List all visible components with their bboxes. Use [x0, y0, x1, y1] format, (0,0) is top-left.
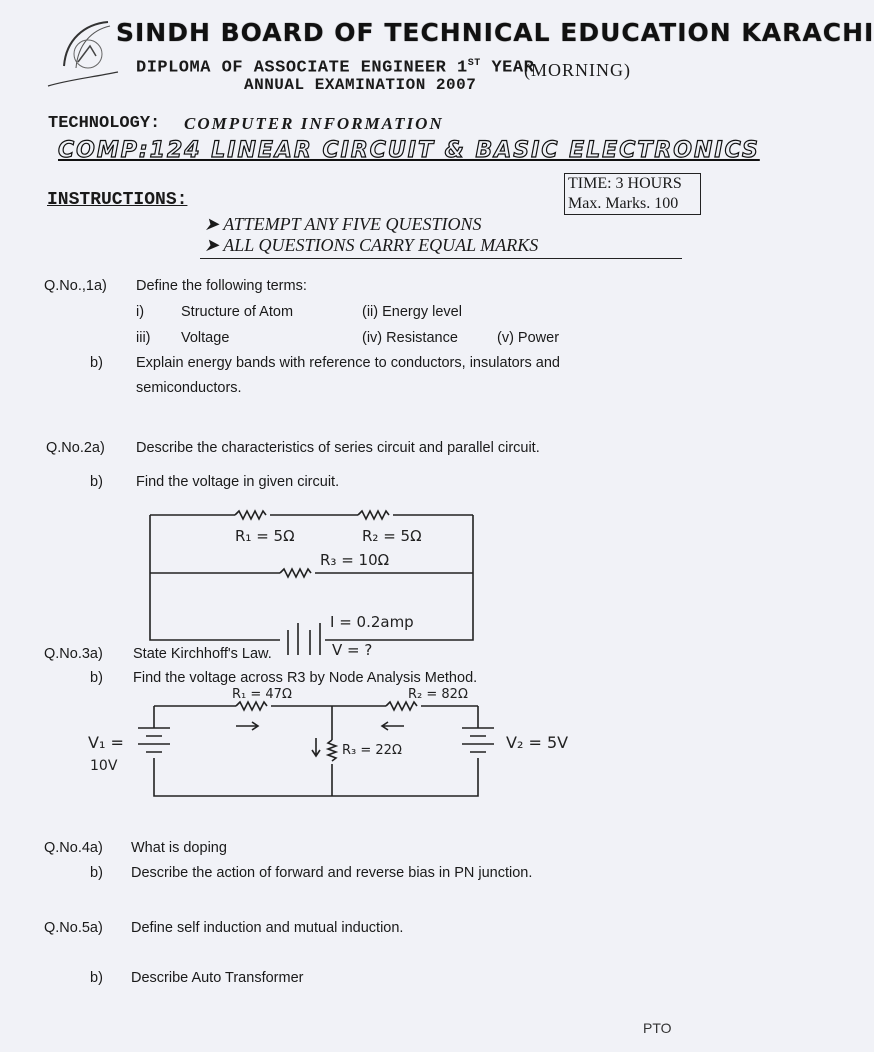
diploma-superscript: ST — [467, 58, 481, 69]
time-marks-box — [564, 173, 701, 215]
q5b-number: b) — [90, 970, 103, 986]
current-arrow-icon — [236, 722, 258, 730]
q4-text: What is doping — [131, 840, 227, 856]
resistor-r3 — [280, 569, 311, 577]
q1-term-num: i) — [136, 304, 145, 320]
q5-text: Define self induction and mutual induction. — [131, 920, 404, 936]
course-title: COMP:124 LINEAR CIRCUIT & BASIC ELECTRONICS — [58, 138, 760, 163]
resistor-r2 — [358, 511, 389, 519]
resistor-r1 — [235, 511, 266, 519]
q4b-number: b) — [90, 865, 103, 881]
q4-number: Q.No.4a) — [44, 840, 103, 856]
technology-value: COMPUTER INFORMATION — [184, 114, 444, 133]
diploma-text: DIPLOMA OF ASSOCIATE ENGINEER 1 — [136, 58, 468, 78]
battery-symbol — [288, 623, 320, 655]
diploma-year: YEAR — [480, 58, 535, 78]
current-label: I = 0.2amp — [330, 613, 414, 631]
v1-label: V₁ = — [88, 733, 124, 752]
divider — [200, 258, 682, 259]
v1-value: 10V — [90, 758, 118, 774]
session-label: (MORNING) — [524, 60, 631, 80]
q1-term: (v) Power — [497, 330, 560, 346]
technology-label: TECHNOLOGY: — [48, 114, 161, 133]
q2-number: Q.No.2a) — [46, 440, 105, 456]
resistor-r2 — [386, 702, 417, 710]
r1-label: R₁ = 47Ω — [232, 687, 292, 702]
q2-text: Describe the characteristics of series circuit and parallel circuit. — [136, 440, 540, 456]
board-title: SINDH BOARD OF TECHNICAL EDUCATION KARACHI — [116, 18, 874, 47]
instruction-item — [204, 235, 538, 256]
r1-label: R₁ = 5Ω — [235, 527, 295, 545]
q1-term: Structure of Atom — [181, 304, 294, 320]
voltage-label: V = ? — [332, 641, 373, 659]
q1b-number: b) — [90, 355, 103, 371]
instructions-label: INSTRUCTIONS: — [47, 190, 188, 210]
diploma-line — [136, 58, 534, 78]
battery-v1 — [138, 728, 170, 752]
q1-term-num: iii) — [136, 330, 151, 346]
pto-label: PTO — [643, 1020, 672, 1036]
marks-text: Max. Marks. 100 — [568, 195, 679, 212]
q1b-text: Explain energy bands with reference to conductors, insulators and — [136, 355, 560, 371]
q3-number: Q.No.3a) — [44, 646, 103, 662]
resistor-r3 — [328, 740, 336, 761]
battery-v2 — [462, 728, 494, 752]
q1-term: Voltage — [181, 330, 230, 346]
board-logo — [48, 16, 120, 92]
q1b-text-cont: semiconductors. — [136, 380, 242, 396]
r3-label: R₃ = 10Ω — [320, 551, 390, 569]
q2b-text: Find the voltage in given circuit. — [136, 474, 340, 490]
q1-number: Q.No.,1a) — [44, 278, 107, 294]
q3b-text: Find the voltage across R3 by Node Analysis Method. — [133, 670, 478, 686]
q1-term: (iv) Resistance — [362, 330, 458, 346]
q5-number: Q.No.5a) — [44, 920, 103, 936]
q2b-number: b) — [90, 474, 103, 490]
q1-term: (ii) Energy level — [362, 304, 462, 320]
arrow-bullet-icon: ➤ — [204, 214, 224, 234]
arrow-bullet-icon: ➤ — [204, 235, 224, 255]
time-text: TIME: 3 HOURS — [568, 175, 682, 192]
current-arrow-icon — [382, 722, 404, 730]
q3-text: State Kirchhoff's Law. — [133, 646, 272, 662]
resistor-r1 — [236, 702, 267, 710]
r3-label: R₃ = 22Ω — [342, 743, 402, 758]
q5b-text: Describe Auto Transformer — [131, 970, 304, 986]
instruction-text: ATTEMPT ANY FIVE QUESTIONS — [223, 214, 482, 234]
v2-label: V₂ = 5V — [506, 733, 569, 752]
q3b-number: b) — [90, 670, 103, 686]
instruction-text: ALL QUESTIONS CARRY EQUAL MARKS — [223, 235, 539, 255]
current-arrow-icon — [312, 738, 320, 756]
circuit-diagram-1 — [140, 505, 480, 659]
r2-label: R₂ = 82Ω — [408, 687, 468, 702]
circuit-diagram-2 — [86, 686, 596, 804]
q1-text: Define the following terms: — [136, 278, 307, 294]
instruction-item — [204, 214, 481, 235]
r2-label: R₂ = 5Ω — [362, 527, 422, 545]
q4b-text: Describe the action of forward and reverse bias in PN junction. — [131, 865, 533, 881]
exam-title: ANNUAL EXAMINATION 2007 — [244, 76, 477, 94]
